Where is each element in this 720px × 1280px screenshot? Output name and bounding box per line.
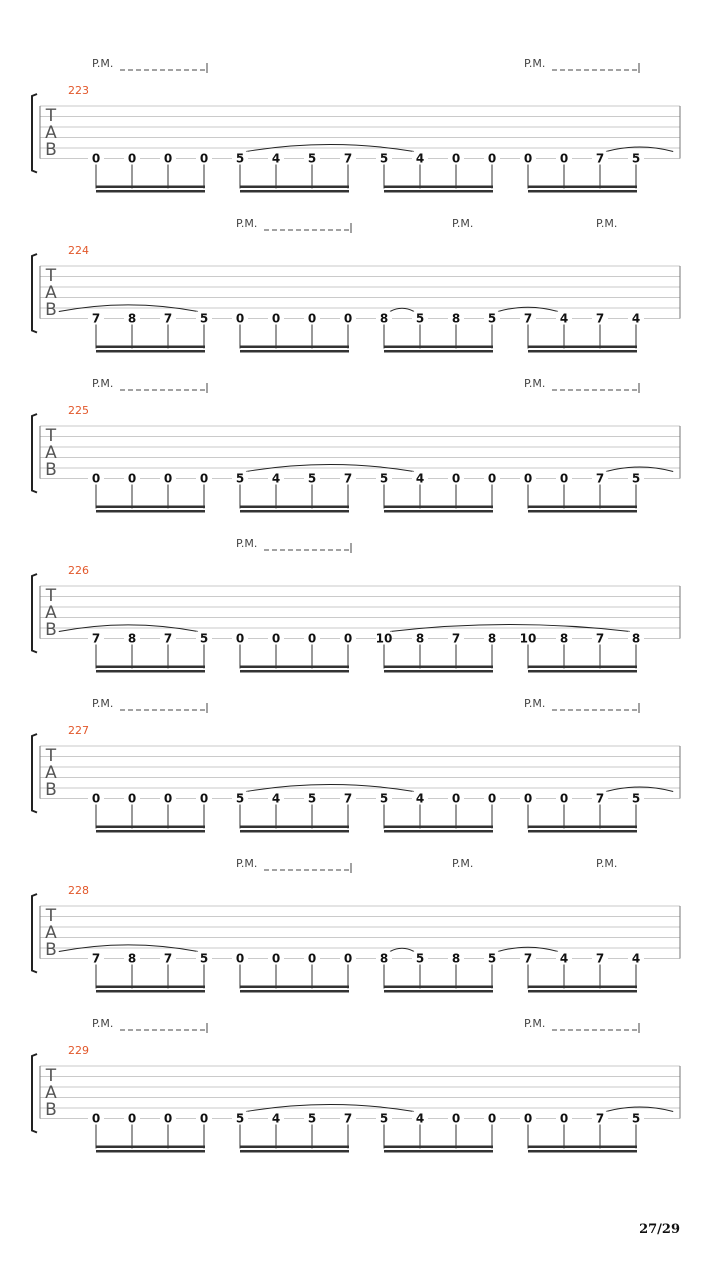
- beam: [528, 190, 637, 193]
- tab-system: [32, 377, 680, 513]
- fret-number: 0: [91, 1111, 101, 1126]
- beam: [240, 190, 349, 193]
- fret-number: 0: [451, 1111, 461, 1126]
- fret-number: 5: [199, 951, 209, 966]
- beam: [528, 346, 637, 349]
- fret-number: 5: [379, 471, 389, 486]
- beam: [96, 670, 205, 673]
- fret-number: 0: [487, 1111, 497, 1126]
- tab-system: [32, 857, 680, 993]
- palm-mute-label: P.M.: [236, 857, 258, 870]
- fret-number: 0: [91, 151, 101, 166]
- fret-number: 0: [91, 791, 101, 806]
- fret-number: 0: [127, 151, 137, 166]
- tab-system: [32, 1017, 680, 1153]
- fret-number: 0: [307, 951, 317, 966]
- beam: [528, 1146, 637, 1149]
- tab-clef-letter: A: [45, 1083, 57, 1103]
- beam: [528, 510, 637, 513]
- fret-number: 0: [523, 471, 533, 486]
- tab-system: [32, 537, 680, 673]
- measure-number: 227: [68, 724, 89, 737]
- fret-number: 0: [451, 151, 461, 166]
- fret-number: 7: [595, 151, 605, 166]
- fret-number: 5: [307, 151, 317, 166]
- fret-number: 7: [91, 631, 101, 646]
- fret-number: 0: [487, 791, 497, 806]
- beam: [240, 346, 349, 349]
- fret-number: 7: [91, 951, 101, 966]
- beam: [528, 506, 637, 509]
- beam: [240, 1150, 349, 1153]
- beam: [384, 506, 493, 509]
- beam: [384, 666, 493, 669]
- fret-number: 0: [199, 151, 209, 166]
- palm-mute-label: P.M.: [596, 217, 618, 230]
- palm-mute-label: P.M.: [452, 857, 474, 870]
- beam: [240, 990, 349, 993]
- fret-number: 8: [631, 631, 641, 646]
- fret-number: 5: [631, 1111, 641, 1126]
- beam: [384, 186, 493, 189]
- fret-number: 8: [415, 631, 425, 646]
- fret-number: 7: [595, 951, 605, 966]
- slur-arc: [390, 308, 414, 311]
- beam: [528, 670, 637, 673]
- fret-number: 8: [451, 951, 461, 966]
- system-bracket: [32, 254, 37, 333]
- tab-clef-letter: B: [45, 140, 57, 160]
- beam: [96, 510, 205, 513]
- beam: [528, 666, 637, 669]
- fret-number: 0: [307, 311, 317, 326]
- fret-number: 0: [163, 151, 173, 166]
- fret-number: 0: [487, 471, 497, 486]
- fret-number: 0: [199, 1111, 209, 1126]
- fret-number: 4: [271, 791, 281, 806]
- tab-clef-letter: T: [45, 426, 57, 446]
- palm-mute-label: P.M.: [92, 377, 114, 390]
- fret-number: 0: [91, 471, 101, 486]
- fret-number: 5: [379, 151, 389, 166]
- beam: [528, 826, 637, 829]
- fret-number: 4: [415, 151, 425, 166]
- fret-number: 4: [415, 791, 425, 806]
- fret-number: 0: [307, 631, 317, 646]
- beam: [528, 1150, 637, 1153]
- beam: [240, 350, 349, 353]
- system-bracket: [32, 414, 37, 493]
- tab-clef-letter: A: [45, 603, 57, 623]
- fret-number: 5: [307, 1111, 317, 1126]
- fret-number: 0: [271, 951, 281, 966]
- palm-mute-label: P.M.: [236, 537, 258, 550]
- system-bracket: [32, 574, 37, 653]
- fret-number: 8: [127, 311, 137, 326]
- beam: [528, 186, 637, 189]
- tab-clef-letter: B: [45, 620, 57, 640]
- palm-mute-label: P.M.: [524, 697, 546, 710]
- beam: [384, 190, 493, 193]
- measure-number: 224: [68, 244, 89, 257]
- palm-mute-label: P.M.: [236, 217, 258, 230]
- beam: [528, 990, 637, 993]
- fret-number: 0: [271, 631, 281, 646]
- fret-number: 0: [343, 951, 353, 966]
- fret-number: 0: [487, 151, 497, 166]
- palm-mute-label: P.M.: [596, 857, 618, 870]
- fret-number: 0: [523, 151, 533, 166]
- fret-number: 5: [307, 791, 317, 806]
- fret-number: 0: [559, 471, 569, 486]
- fret-number: 0: [523, 1111, 533, 1126]
- fret-number: 7: [595, 631, 605, 646]
- measure-number: 226: [68, 564, 89, 577]
- measure-number: 229: [68, 1044, 89, 1057]
- beam: [384, 346, 493, 349]
- beam: [384, 990, 493, 993]
- fret-number: 7: [91, 311, 101, 326]
- fret-number: 5: [379, 791, 389, 806]
- palm-mute-label: P.M.: [92, 697, 114, 710]
- fret-number: 0: [271, 311, 281, 326]
- system-bracket: [32, 894, 37, 973]
- fret-number: 4: [271, 151, 281, 166]
- fret-number: 0: [199, 471, 209, 486]
- fret-number: 7: [595, 311, 605, 326]
- system-bracket: [32, 94, 37, 173]
- beam: [96, 506, 205, 509]
- tab-clef-letter: A: [45, 923, 57, 943]
- fret-number: 0: [235, 631, 245, 646]
- beam: [240, 986, 349, 989]
- fret-number: 0: [127, 1111, 137, 1126]
- beam: [384, 510, 493, 513]
- beam: [96, 346, 205, 349]
- fret-number: 7: [595, 471, 605, 486]
- beam: [240, 186, 349, 189]
- fret-number: 4: [631, 951, 641, 966]
- beam: [384, 1150, 493, 1153]
- tab-clef-letter: B: [45, 300, 57, 320]
- fret-number: 0: [343, 631, 353, 646]
- fret-number: 0: [163, 471, 173, 486]
- fret-number: 8: [127, 951, 137, 966]
- beam: [528, 830, 637, 833]
- fret-number: 7: [595, 1111, 605, 1126]
- fret-number: 7: [523, 311, 533, 326]
- fret-number: 10: [375, 631, 393, 646]
- measure-number: 223: [68, 84, 89, 97]
- tab-clef-letter: T: [45, 266, 57, 286]
- system-bracket: [32, 734, 37, 813]
- slur-arc: [390, 948, 414, 951]
- tab-clef-letter: T: [45, 106, 57, 126]
- fret-number: 7: [343, 151, 353, 166]
- system-bracket: [32, 1054, 37, 1133]
- beam: [240, 666, 349, 669]
- page-number: 27/29: [639, 1222, 680, 1237]
- fret-number: 0: [127, 791, 137, 806]
- fret-number: 8: [559, 631, 569, 646]
- fret-number: 5: [235, 471, 245, 486]
- tab-clef-letter: A: [45, 763, 57, 783]
- palm-mute-label: P.M.: [524, 1017, 546, 1030]
- beam: [96, 186, 205, 189]
- beam: [240, 510, 349, 513]
- fret-number: 5: [487, 311, 497, 326]
- beam: [96, 986, 205, 989]
- palm-mute-label: P.M.: [452, 217, 474, 230]
- fret-number: 0: [127, 471, 137, 486]
- fret-number: 8: [379, 311, 389, 326]
- fret-number: 7: [595, 791, 605, 806]
- beam: [240, 506, 349, 509]
- tab-clef-letter: B: [45, 940, 57, 960]
- tab-system: [32, 57, 680, 193]
- beam: [384, 350, 493, 353]
- fret-number: 4: [415, 1111, 425, 1126]
- tab-clef-letter: T: [45, 1066, 57, 1086]
- beam: [96, 1146, 205, 1149]
- fret-number: 8: [379, 951, 389, 966]
- fret-number: 0: [451, 791, 461, 806]
- beam: [384, 670, 493, 673]
- fret-number: 5: [631, 151, 641, 166]
- fret-number: 8: [127, 631, 137, 646]
- fret-number: 5: [415, 951, 425, 966]
- fret-number: 0: [559, 1111, 569, 1126]
- tab-clef-letter: T: [45, 906, 57, 926]
- tab-clef-letter: B: [45, 1100, 57, 1120]
- fret-number: 5: [235, 1111, 245, 1126]
- fret-number: 5: [199, 631, 209, 646]
- beam: [240, 830, 349, 833]
- tab-clef-letter: A: [45, 443, 57, 463]
- fret-number: 0: [163, 1111, 173, 1126]
- fret-number: 7: [343, 791, 353, 806]
- fret-number: 4: [559, 311, 569, 326]
- fret-number: 0: [559, 151, 569, 166]
- measure-number: 225: [68, 404, 89, 417]
- fret-number: 4: [271, 1111, 281, 1126]
- fret-number: 5: [307, 471, 317, 486]
- fret-number: 4: [271, 471, 281, 486]
- tab-clef-letter: B: [45, 460, 57, 480]
- fret-number: 0: [199, 791, 209, 806]
- beam: [96, 990, 205, 993]
- fret-number: 4: [415, 471, 425, 486]
- beam: [96, 350, 205, 353]
- fret-number: 4: [559, 951, 569, 966]
- fret-number: 7: [451, 631, 461, 646]
- tab-system: [32, 697, 680, 833]
- fret-number: 5: [487, 951, 497, 966]
- fret-number: 7: [343, 1111, 353, 1126]
- palm-mute-label: P.M.: [524, 377, 546, 390]
- fret-number: 7: [163, 311, 173, 326]
- fret-number: 0: [559, 791, 569, 806]
- beam: [528, 986, 637, 989]
- tab-clef-letter: T: [45, 746, 57, 766]
- fret-number: 5: [379, 1111, 389, 1126]
- tab-system: [32, 217, 680, 353]
- measure-number: 228: [68, 884, 89, 897]
- tab-clef-letter: A: [45, 123, 57, 143]
- beam: [96, 830, 205, 833]
- palm-mute-label: P.M.: [92, 1017, 114, 1030]
- fret-number: 8: [451, 311, 461, 326]
- fret-number: 5: [415, 311, 425, 326]
- fret-number: 7: [523, 951, 533, 966]
- beam: [240, 1146, 349, 1149]
- fret-number: 0: [163, 791, 173, 806]
- beam: [384, 1146, 493, 1149]
- fret-number: 8: [487, 631, 497, 646]
- fret-number: 5: [631, 471, 641, 486]
- fret-number: 7: [163, 951, 173, 966]
- fret-number: 7: [343, 471, 353, 486]
- beam: [240, 826, 349, 829]
- tab-clef-letter: B: [45, 780, 57, 800]
- fret-number: 0: [523, 791, 533, 806]
- fret-number: 5: [235, 151, 245, 166]
- fret-number: 5: [199, 311, 209, 326]
- fret-number: 10: [519, 631, 537, 646]
- beam: [384, 830, 493, 833]
- fret-number: 0: [235, 311, 245, 326]
- fret-number: 0: [343, 311, 353, 326]
- beam: [96, 666, 205, 669]
- fret-number: 0: [235, 951, 245, 966]
- fret-number: 4: [631, 311, 641, 326]
- palm-mute-label: P.M.: [524, 57, 546, 70]
- beam: [384, 826, 493, 829]
- fret-number: 5: [235, 791, 245, 806]
- tab-clef-letter: T: [45, 586, 57, 606]
- beam: [384, 986, 493, 989]
- fret-number: 7: [163, 631, 173, 646]
- palm-mute-label: P.M.: [92, 57, 114, 70]
- beam: [240, 670, 349, 673]
- beam: [96, 826, 205, 829]
- beam: [96, 190, 205, 193]
- beam: [96, 1150, 205, 1153]
- fret-number: 5: [631, 791, 641, 806]
- fret-number: 0: [451, 471, 461, 486]
- beam: [528, 350, 637, 353]
- tab-clef-letter: A: [45, 283, 57, 303]
